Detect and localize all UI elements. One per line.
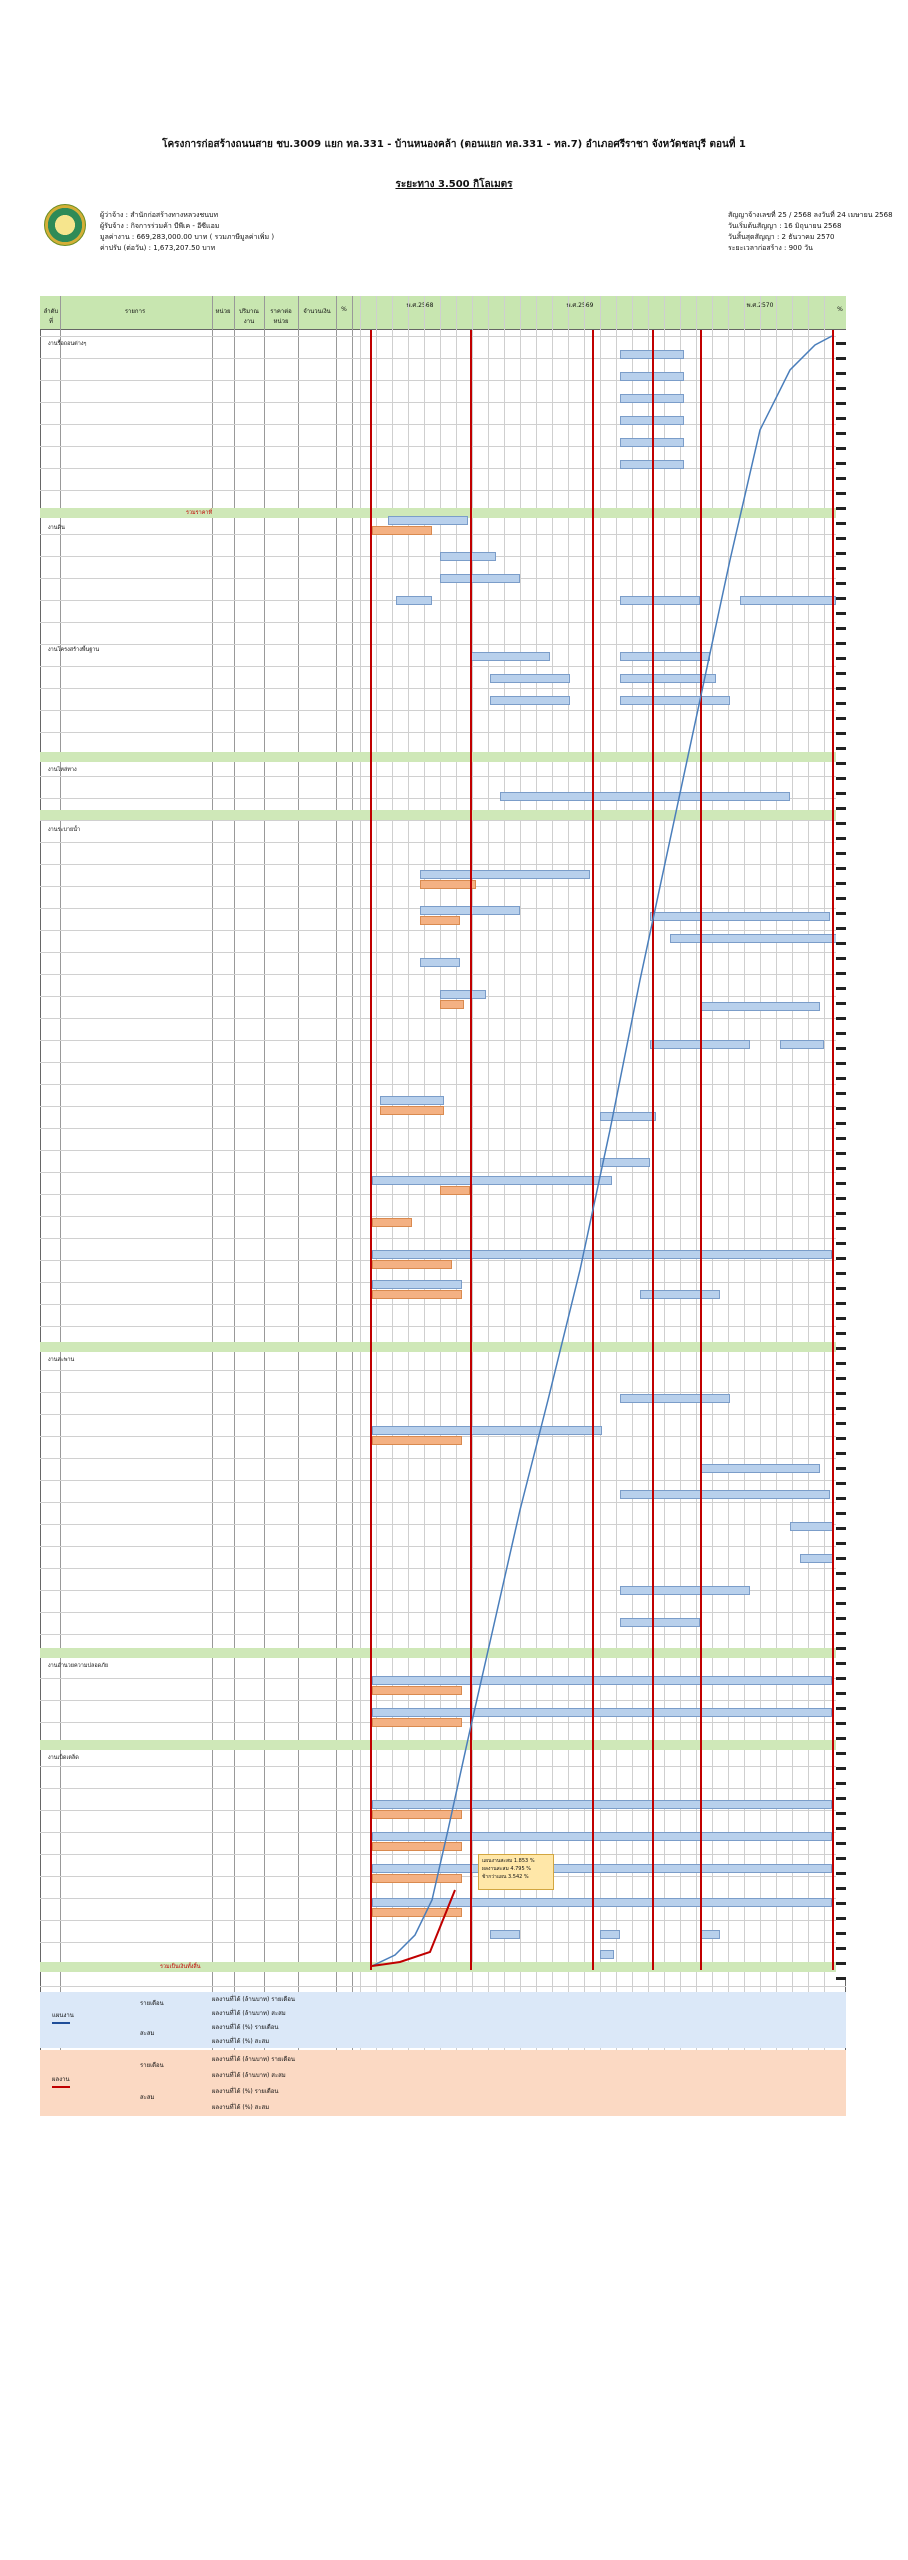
summary-row: ผลงานที่ได้ (ล้านบาท) รายเดือน [212, 2056, 295, 2063]
summary-monthly: รายเดือน [140, 2062, 164, 2069]
summary-row: ผลงานที่ได้ (%) รายเดือน [212, 2088, 279, 2095]
section-label: งานรื้อถอนต่างๆ [48, 341, 87, 347]
document-subtitle: ระยะทาง 3.500 กิโลเมตร [395, 179, 513, 190]
info-value: : 1,673,207.50 บาท [148, 244, 216, 252]
header-work: รายการ [124, 308, 146, 315]
info-value: : 900 วัน [783, 244, 813, 252]
legend-actual: ผลงานสะสม 4.795 % [482, 1866, 531, 1872]
header-unit: หน่วย [215, 308, 231, 315]
header-unit-price: ราคาต่อหน่วย [270, 308, 292, 325]
summary-plan-label: แผนงาน [52, 2012, 74, 2019]
info-key: สัญญาจ้างเลขที่ [728, 211, 776, 219]
summary-row: ผลงานที่ได้ (%) รายเดือน [212, 2024, 279, 2031]
actual-s-curve [372, 1890, 455, 1966]
info-value: : สำนักก่อสร้างทางหลวงชนบท [125, 211, 219, 219]
info-key: วันเริ่มต้นสัญญา [728, 222, 777, 230]
header-percent: % [341, 306, 347, 313]
info-key: วันสิ้นสุดสัญญา [728, 233, 775, 241]
header-item: ลำดับที่ [43, 308, 59, 325]
legend-diff: ช้ากว่าแผน 3.542 % [482, 1874, 529, 1880]
info-key: ระยะเวลาก่อสร้าง [728, 244, 782, 252]
section-label: งานไหล่ทาง [48, 767, 77, 773]
section-label: งานโครงสร้างพื้นฐาน [48, 647, 100, 653]
header-amount: จำนวนเงิน [303, 308, 331, 315]
info-value: : 669,283,000.00 บาท ( รวมภาษีมูลค่าเพิ่ม ) [131, 233, 275, 241]
info-key: ผู้รับจ้าง [100, 222, 124, 230]
plan-s-curve [372, 336, 832, 1966]
summary-row: ผลงานที่ได้ (%) สะสม [212, 2104, 270, 2111]
right-percent-column [836, 330, 846, 1980]
info-key: มูลค่างาน [100, 233, 130, 241]
header-year-1: พ.ศ.2568 [406, 302, 434, 309]
subtotal-label: รวมราคาที่ [186, 510, 213, 516]
info-value: : 16 มิถุนายน 2568 [779, 222, 842, 230]
section-label: งานสะพาน [48, 1357, 75, 1363]
info-value: : กิจการร่วมค้า บีพีเค - อีซีแอม [126, 222, 220, 230]
document-title: โครงการก่อสร้างถนนสาย ชบ.3009 แยก ทล.331 - บ้านหนองคล้า (ตอนแยก ทล.331 - ทล.7) อำเภอศรีราชา จังหวัดชลบุรี ตอนที่ 1 [162, 139, 746, 150]
summary-monthly: รายเดือน [140, 2000, 164, 2007]
header-qty: ปริมาณงาน [239, 308, 259, 325]
summary-row: ผลงานที่ได้ (ล้านบาท) สะสม [212, 2072, 286, 2079]
summary-row: ผลงานที่ได้ (ล้านบาท) รายเดือน [212, 1996, 295, 2003]
header-year-2: พ.ศ.2569 [566, 302, 594, 309]
summary-row: ผลงานที่ได้ (%) สะสม [212, 2038, 270, 2045]
section-label: งานระบายน้ำ [48, 827, 81, 833]
header-last: % [837, 306, 843, 313]
header-year-3: พ.ศ.2570 [746, 302, 774, 309]
info-key: ผู้ว่าจ้าง [100, 211, 124, 219]
section-label: งานเบ็ดเตล็ด [48, 1755, 79, 1761]
total-label: รวมเป็นเงินทั้งสิ้น [160, 1964, 201, 1970]
info-value: 25 / 2568 ลงวันที่ 24 เมษายน 2568 [777, 211, 893, 219]
section-label: งานดิน [48, 525, 65, 531]
summary-cumulative: สะสม [140, 2030, 155, 2037]
info-key: ค่าปรับ (ต่อวัน) [100, 244, 147, 252]
info-value: : 2 ธันวาคม 2570 [776, 233, 835, 241]
summary-actual-label: ผลงาน [52, 2076, 70, 2083]
plan-line-key [52, 2022, 70, 2024]
summary-row: ผลงานที่ได้ (ล้านบาท) สะสม [212, 2010, 286, 2017]
section-label: งานอำนวยความปลอดภัย [48, 1663, 109, 1669]
progress-legend [478, 1854, 554, 1890]
summary-cumulative: สะสม [140, 2094, 155, 2101]
actual-line-key [52, 2086, 70, 2088]
legend-plan: แผนงานสะสม 1.853 % [482, 1858, 535, 1864]
